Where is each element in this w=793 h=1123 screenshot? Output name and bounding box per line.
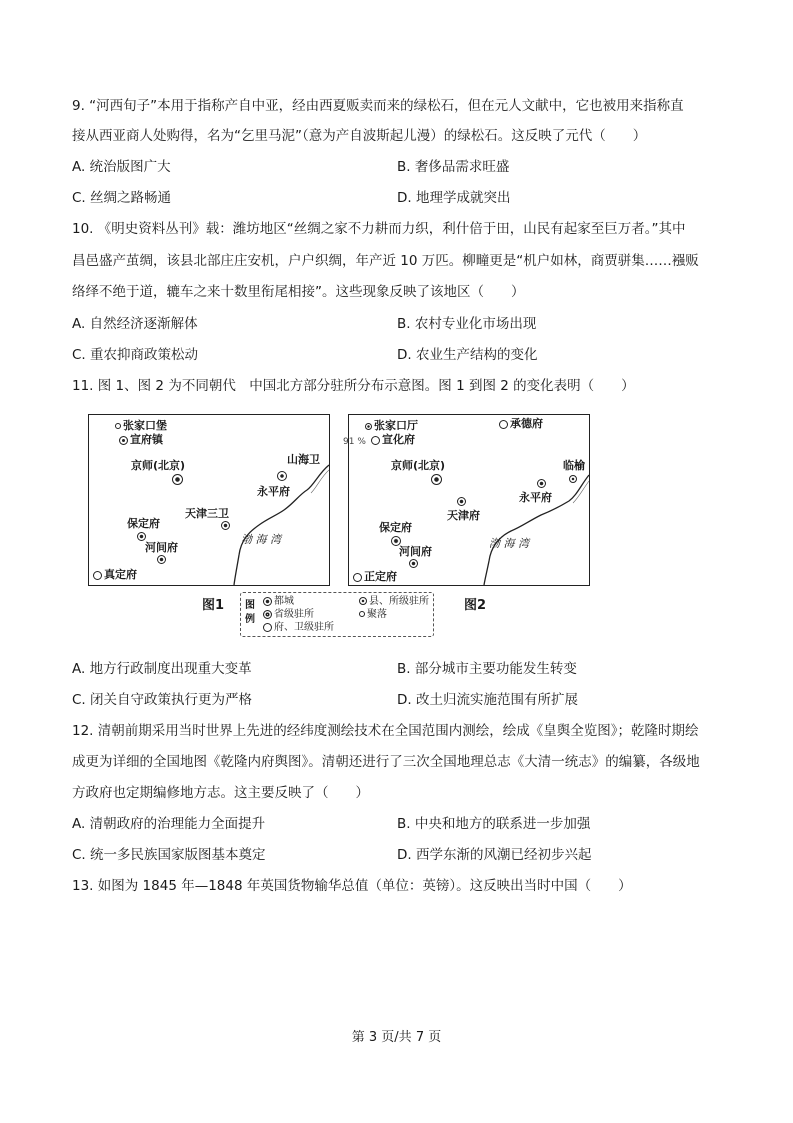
map2-place-zhangjiakouting: 张家口厅 <box>365 419 418 432</box>
prefecture-icon <box>221 521 230 530</box>
prefecture-icon <box>409 559 418 568</box>
map1-place-shanhaiwei: 山海卫 <box>287 453 320 466</box>
prefecture-icon <box>137 532 146 541</box>
provincial-seat-icon <box>119 436 128 445</box>
settlement-icon <box>115 423 121 429</box>
map2-place-chengdefu: 承德府 <box>499 417 543 430</box>
q12-stem-line1: 12. 清朝前期采用当时世界上先进的经纬度测绘技术在全国范围内测绘，绘成《皇舆全览图》；乾隆时期绘 <box>72 723 699 739</box>
legend-title: 图例 <box>245 600 255 625</box>
map1-place-tianjinsanwei: 天津三卫 <box>185 507 229 520</box>
county-seat-icon <box>365 423 372 430</box>
q13-stem: 13. 如图为 1845 年—1848 年英国货物输华总值（单位：英镑）。这反映出当时中国（ ） <box>72 878 632 894</box>
q12-option-a[interactable]: A. 清朝政府的治理能力全面提升 <box>72 816 266 832</box>
prefecture-icon <box>353 573 362 582</box>
q11-option-d[interactable]: D. 改土归流实施范围有所扩展 <box>397 692 578 708</box>
q11-option-a[interactable]: A. 地方行政制度出现重大变革 <box>72 661 252 677</box>
legend-settlement: 聚落 <box>359 609 387 621</box>
legend-provincial-seat: 省级驻所 <box>263 609 314 621</box>
q11-stem: 11. 图 1、图 2 为不同朝代 中国北方部分驻所分布示意图。图 1 到图 2 的变化表明（ ） <box>72 378 635 394</box>
map2-place-jingshi: 京师(北京) <box>391 459 446 472</box>
map1-place-zhangjiakoubao: 张家口堡 <box>115 419 167 432</box>
q12-stem-line2: 成更为详细的全国地图《乾隆内府舆图》。清朝还进行了三次全国地理总志《大清一统志》的编纂，各级地 <box>72 754 700 770</box>
map2-place-tianjinfu: 天津府 <box>447 509 480 522</box>
q9-stem-line2: 接从西亚商人处购得，名为“乞里马泥”（意为产自波斯起儿漫）的绿松石。这反映了元代（ ） <box>72 128 647 144</box>
q9-option-a[interactable]: A. 统治版图广大 <box>72 159 171 175</box>
map-legend <box>240 592 434 637</box>
q10-option-a[interactable]: A. 自然经济逐渐解体 <box>72 316 198 332</box>
page-number: 第 3 页/共 7 页 <box>351 1030 442 1045</box>
map1-place-jingshi: 京师(北京) <box>131 459 186 472</box>
map2-place-linyu: 临榆 <box>563 459 585 472</box>
map-figure-1 <box>88 414 330 586</box>
map1-caption: 图1 <box>202 598 225 613</box>
q9-option-c[interactable]: C. 丝绸之路畅通 <box>72 190 172 206</box>
prefecture-icon <box>371 436 380 445</box>
map1-place-xuanfuzhen: 宣府镇 <box>119 433 163 446</box>
prefecture-icon <box>277 471 287 481</box>
q12-option-c[interactable]: C. 统一多民族国家版图基本奠定 <box>72 847 266 863</box>
map2-place-yongpingfu: 永平府 <box>519 491 552 504</box>
capital-icon <box>431 474 442 485</box>
map2-caption: 图2 <box>464 598 487 613</box>
q10-stem-line2: 昌邑盛产茧绸，该县北部庄庄安机，户户织绸，年产近 10 万匹。柳疃更是“机户如林，商贾骈集……襁贩 <box>72 253 699 269</box>
map1-place-hejianfu: 河间府 <box>145 541 178 554</box>
q12-option-b[interactable]: B. 中央和地方的联系进一步加强 <box>397 816 591 832</box>
county-seat-icon <box>359 597 367 605</box>
q12-option-d[interactable]: D. 西学东渐的风潮已经初步兴起 <box>397 847 592 863</box>
map1-place-yongpingfu: 永平府 <box>257 485 290 498</box>
capital-icon <box>263 597 272 606</box>
map-figure-2 <box>343 414 590 586</box>
map2-place-xuanhuafu: 宣化府 <box>371 433 415 446</box>
map1-place-baodingfu: 保定府 <box>127 517 160 530</box>
map2-place-bohaiwan: 渤 海 湾 <box>489 537 529 550</box>
map1-place-bohaiwan: 渤 海 湾 <box>241 533 281 546</box>
q10-stem-line3: 络绎不绝于道，辘车之来十数里衔尾相接”。这些现象反映了该地区（ ） <box>72 284 525 300</box>
legend-prefecture-seat: 府、卫级驻所 <box>263 622 334 634</box>
legend-county-seat: 县、所级驻所 <box>359 596 429 608</box>
county-seat-icon <box>569 475 577 483</box>
prefecture-icon <box>499 420 508 429</box>
legend-capital: 都城 <box>263 596 294 608</box>
prefecture-icon <box>93 571 102 580</box>
q10-option-b[interactable]: B. 农村专业化市场出现 <box>397 316 537 332</box>
q11-option-b[interactable]: B. 部分城市主要功能发生转变 <box>397 661 577 677</box>
capital-icon <box>172 474 183 485</box>
q11-option-c[interactable]: C. 闭关自守政策执行更为严格 <box>72 692 253 708</box>
q9-option-d[interactable]: D. 地理学成就突出 <box>397 190 511 206</box>
map2-mark: 91 % <box>343 437 366 447</box>
q10-stem-line1: 10. 《明史资料丛刊》载：潍坊地区“丝绸之家不力耕而力织，利什倍于田，山民有起家至巨万者。”其中 <box>72 221 686 237</box>
q9-option-b[interactable]: B. 奢侈品需求旺盛 <box>397 159 510 175</box>
q9-stem-line1: 9. “河西旬子”本用于指称产自中亚，经由西夏贩卖而来的绿松石，但在元人文献中，它也被用来指称直 <box>72 98 684 114</box>
q10-option-d[interactable]: D. 农业生产结构的变化 <box>397 347 538 363</box>
q12-stem-line3: 方政府也定期编修地方志。这主要反映了（ ） <box>72 785 369 801</box>
q10-option-c[interactable]: C. 重农抑商政策松动 <box>72 347 199 363</box>
prefecture-icon <box>263 623 272 632</box>
map1-place-zhendingfu: 真定府 <box>93 568 137 581</box>
provincial-seat-icon <box>263 610 272 619</box>
map2-place-zhengdingfu: 正定府 <box>353 570 397 583</box>
prefecture-icon <box>537 479 546 488</box>
prefecture-icon <box>157 555 166 564</box>
map2-place-hejianfu: 河间府 <box>399 545 432 558</box>
map2-place-baodingfu: 保定府 <box>379 521 412 534</box>
prefecture-icon <box>457 497 466 506</box>
settlement-icon <box>359 611 365 617</box>
